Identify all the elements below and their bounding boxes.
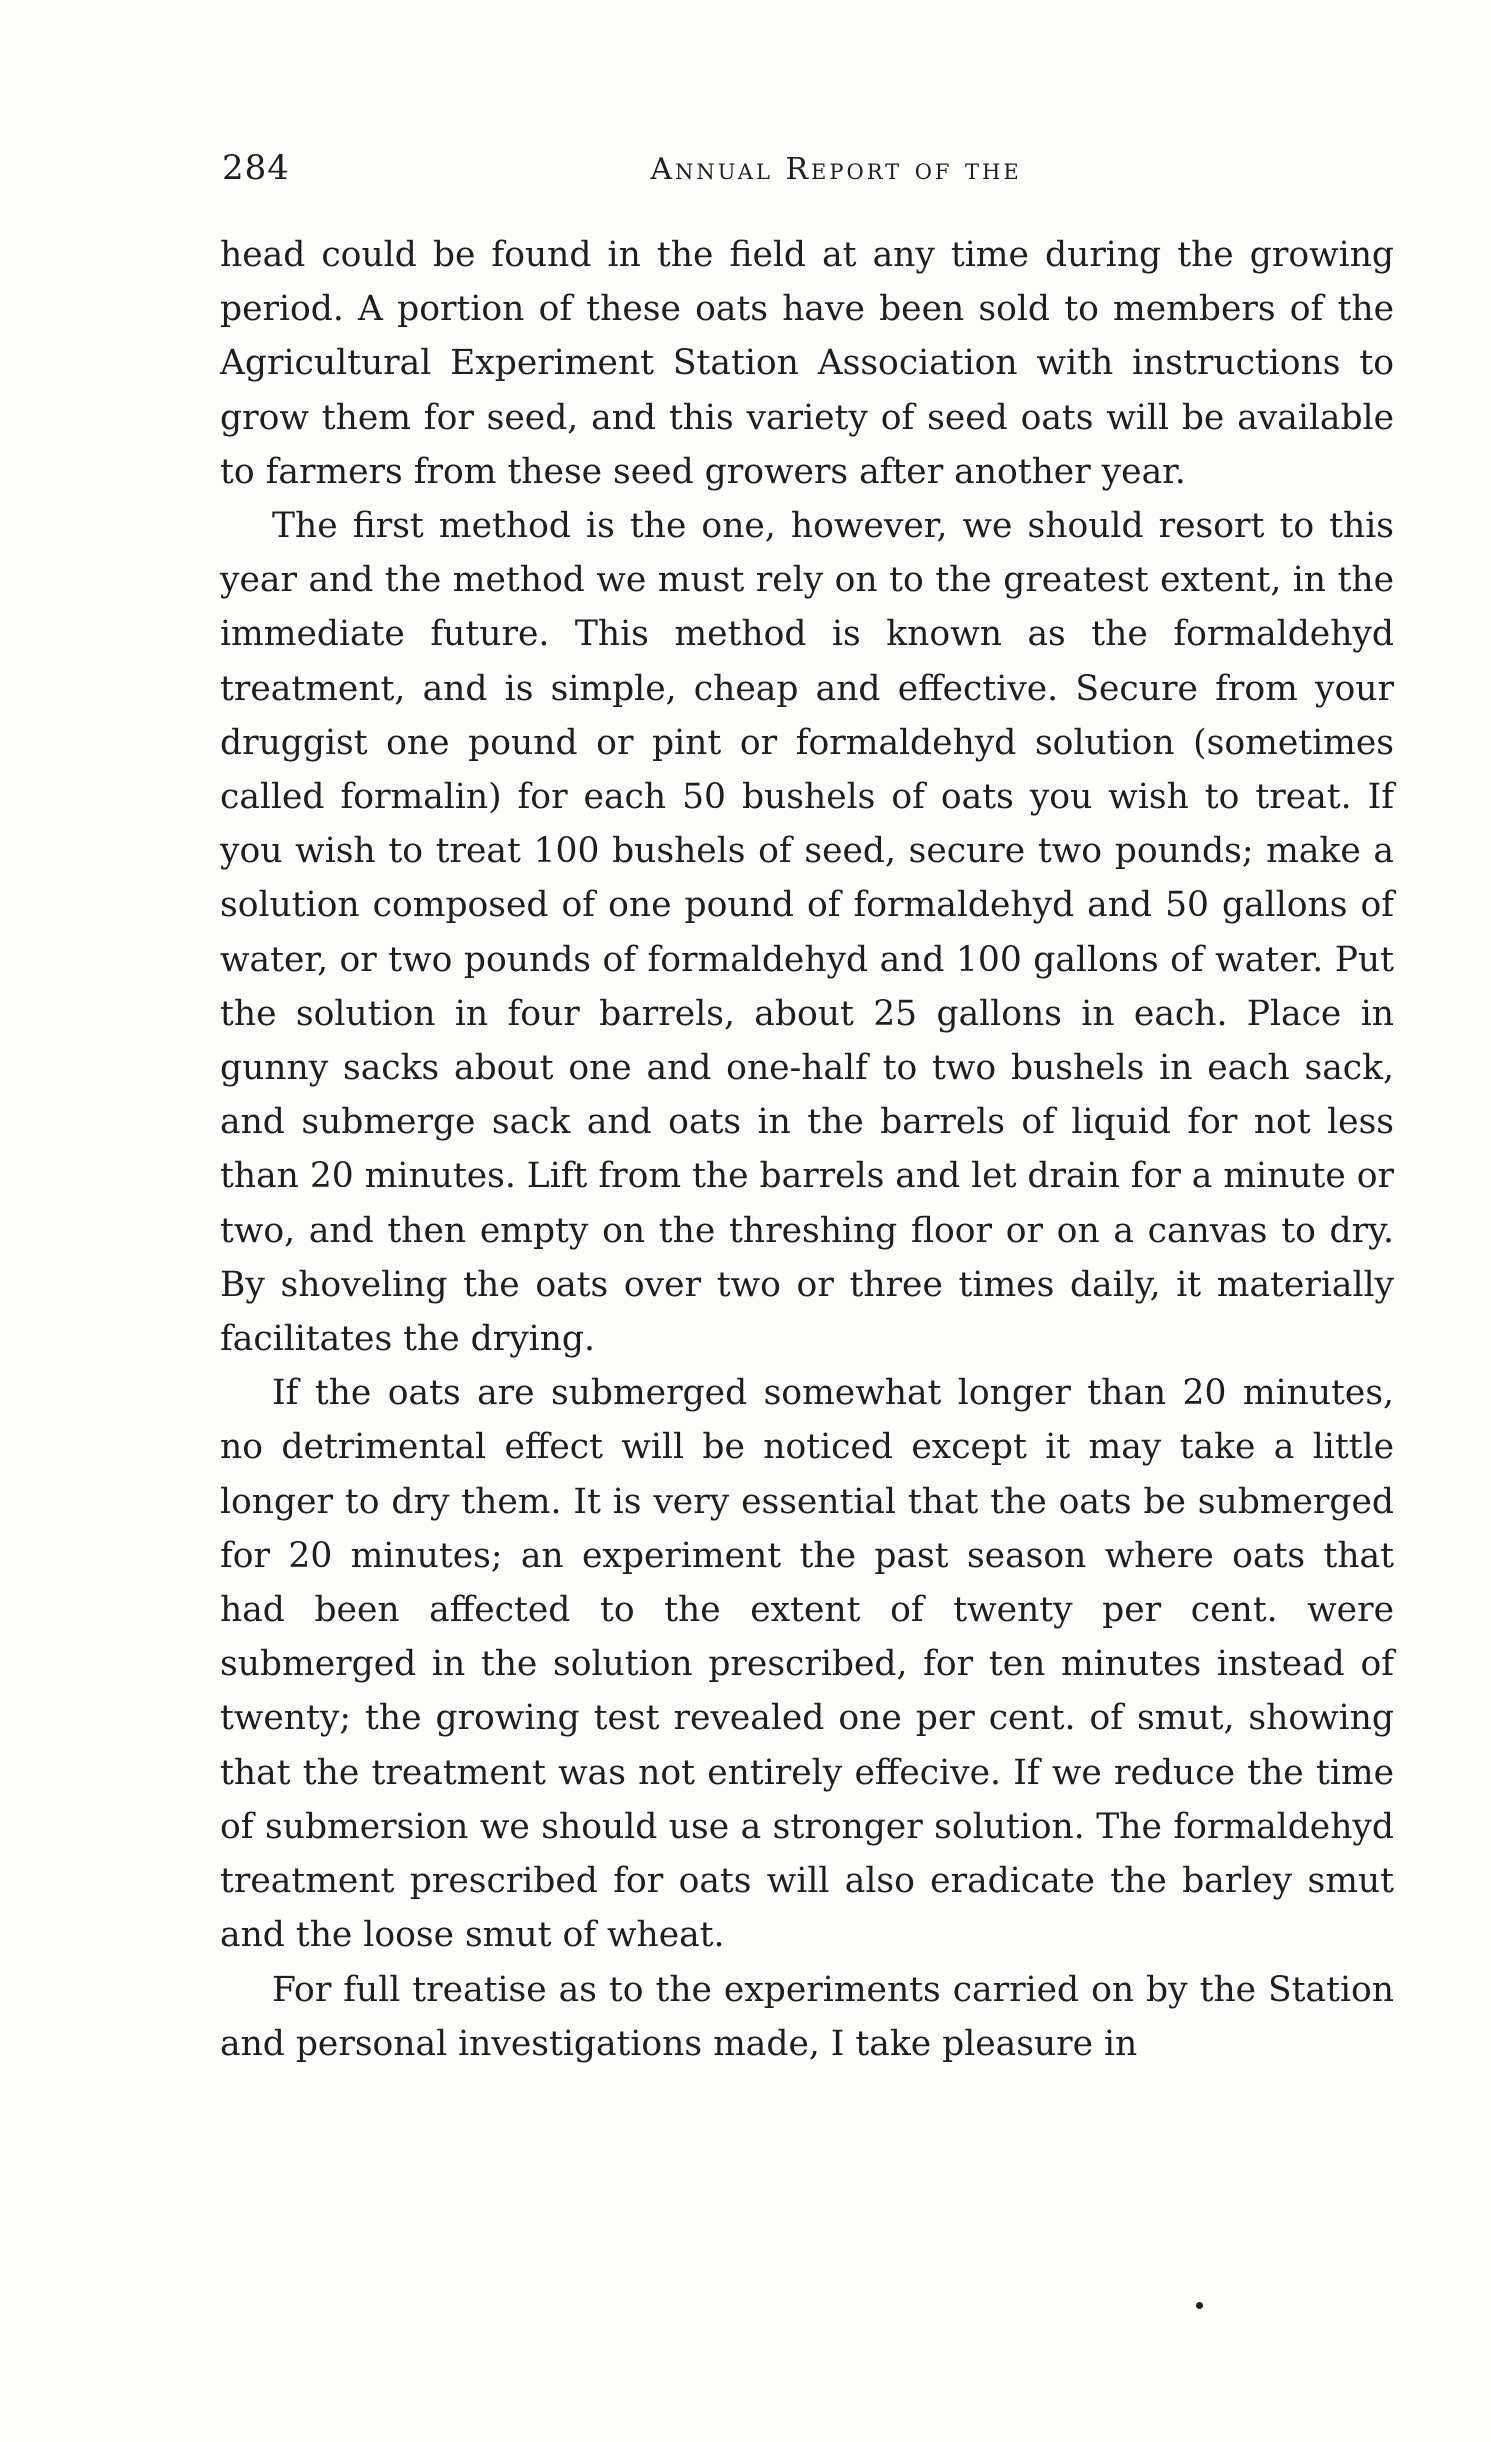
paragraph-formaldehyd-method: The first method is the one, however, we should resort to this year and the method we must rely on to the greatest extent, in the immediate future. This method is known as the formaldehyd treatment, and is simple, cheap and effective. Secure from your druggist one pound or pint or formaldehyd solution (sometimes called formalin) for each 50 bushels of oats you wish to treat. If you wish to treat 100 bushels of seed, secure two pounds; make a solution composed of one pound of formaldehyd and 50 gallons of water, or two pounds of formaldehyd and 100 gallons of water. Put the solution in four barrels, about 25 gallons in each. Place in gunny sacks about one and one-half to two bushels in each sack, and submerge sack and oats in the barrels of liquid for not less than 20 minutes. Lift from the barrels and let drain for a minute or two, and then empty on the threshing floor or on a canvas to dry. By shoveling the oats over two or three times daily, it materially facilitates the drying. <box>220 506 1395 1360</box>
body-text <box>220 228 1394 2071</box>
paragraph-continuation: head could be found in the field at any time during the growing period. A portion of these oats have been sold to members of the Agricultural Experiment Station Association with instructions to grow them for seed, and this variety of seed oats will be available to farmers from these seed growers after another year. <box>220 235 1394 492</box>
page-number: 284 <box>222 148 290 188</box>
print-speck <box>1196 2302 1203 2309</box>
paragraph-submersion-time: If the oats are submerged somewhat longer than 20 minutes, no detrimental effect will be noticed except it may take a little longer to dry them. It is very essential that the oats be submerged for 20 minutes; an experiment the past season where oats that had been affected to the extent of twenty per cent. were submerged in the solution prescribed, for ten minutes instead of twenty; the growing test revealed one per cent. of smut, showing that the treatment was not entirely effecive. If we reduce the time of submersion we should use a stronger solution. The formaldehyd treatment prescribed for oats will also eradicate the barley smut and the loose smut of wheat. <box>220 1373 1394 1956</box>
paragraph-full-treatise: For full treatise as to the experiments carried on by the Station and personal investigations made, I take pleasure in <box>220 1969 1394 2064</box>
running-title: Annual Report of the <box>650 152 1022 187</box>
page-header <box>218 148 1394 198</box>
